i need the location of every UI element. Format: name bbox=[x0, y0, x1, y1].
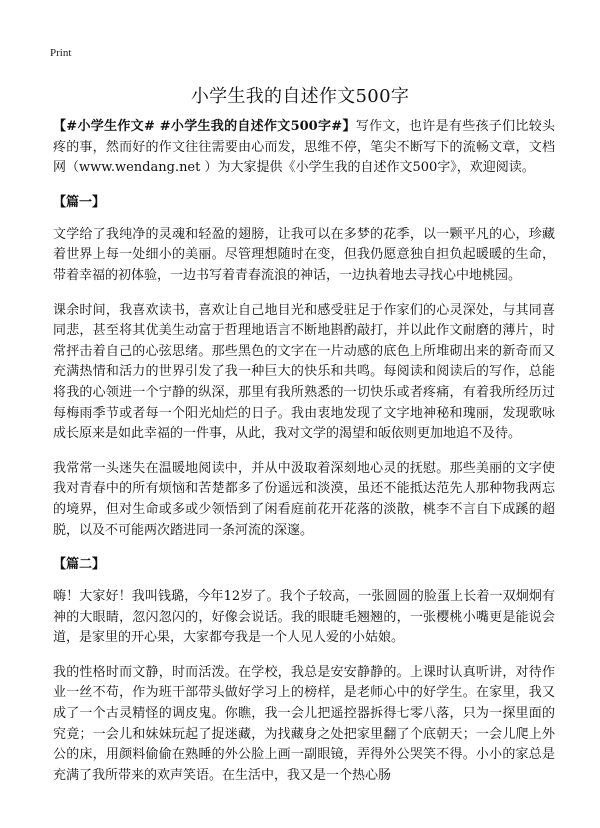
intro-paragraph bbox=[53, 117, 555, 179]
section-paragraph: 我的性格时而文静，时而活泼。在学校，我总是安安静静的。上课时认真听讲，对待作业一丝不苟，作为班干部带头做好学习上的榜样，是老师心中的好学生。在家里，我又成了一个古灵精怪的调皮鬼。你瞧，我一会儿把遥控器拆得七零八落，只为一探里面的究竟；一会儿和妹妹玩起了捉迷藏，为找藏身之处把家里翻了个底朝天；一会儿爬上外公的床，用颜料偷偷在熟睡的外公脸上画一副眼镜，弄得外公哭笑不得。小小的家总是充满了我所带来的欢声笑语。在生活中，我又是一个热心肠 bbox=[53, 664, 555, 783]
section-paragraph: 嗨！大家好！我叫钱璐，今年12岁了。我个子较高，一张圆圆的脸蛋上长着一双炯炯有神的大眼睛，忽闪忽闪的，好像会说话。我的眼睫毛翘翘的，一张樱桃小嘴更是能说会道，是家里的开心果，大家都夸我是一个人见人爱的小姑娘。 bbox=[53, 589, 555, 646]
intro-bold-lead: 【#小学生作文# #小学生我的自述作文500字#】 bbox=[53, 119, 356, 134]
section-paragraph: 文学给了我纯净的灵魂和轻盈的翅膀，让我可以在多梦的花季，以一颗平凡的心，珍藏着世界上每一处细小的美丽。尽管理想随时在变，但我仍愿意独自担负起暖暖的生命，带着幸福的初体验，一边书写着青春流浪的神话，一边执着地去寻找心中地桃园。 bbox=[53, 226, 555, 283]
section-heading: 【篇二】 bbox=[53, 557, 106, 573]
section-paragraph: 课余时间，我喜欢读书，喜欢让自己地目光和感受驻足于作家们的心灵深处，与其同喜同悲，甚至将其优美生动富于哲理地语言不断地斟酌敲打，并以此作文耐磨的薄片，时常抨击着自己的心弦思绪。那些黑色的文字在一片动感的底色上所堆砌出来的新奇而又充满热情和活力的世界引发了我一种巨大的快乐和共鸣。每阅读和阅读后的写作，总能将我的心领进一个宁静的纵深，那里有我所熟悉的一切快乐或者疼痛，有着我所经历过每梅雨季节或者每一个阳光灿烂的日子。我由衷地发现了文字地神秘和瑰丽，发现歌咏成长原来是如此幸福的一件事，从此，我对文学的渴望和皈依则更加地追不及待。 bbox=[53, 302, 555, 442]
section-paragraph: 我常常一头迷失在温暖地阅读中，并从中汲取着深刻地心灵的抚慰。那些美丽的文字使我对青春中的所有烦恼和苦楚都多了份遥远和淡漠，虽还不能抵达范先人那种物我两忘的境界，但对生命或多或少领悟到了闲看庭前花开花落的淡散，桃李不言自下成蹊的超脱，以及不可能两次踏进同一条河流的深邃。 bbox=[53, 460, 555, 538]
print-label: Print bbox=[50, 47, 72, 59]
section-heading: 【篇一】 bbox=[53, 194, 106, 210]
document-title: 小学生我的自述作文500字 bbox=[190, 86, 410, 107]
document-body bbox=[53, 117, 555, 800]
intro-text: 写作文，也许是有些孩子们比较头疼的事，然而好的作文往往需要由心而发，思维不停，笔尖不断写下的流畅文章，文档网（www.wendang.net ）为大家提供《小学生我的自述作文500字》，欢迎阅读。 bbox=[53, 119, 555, 176]
